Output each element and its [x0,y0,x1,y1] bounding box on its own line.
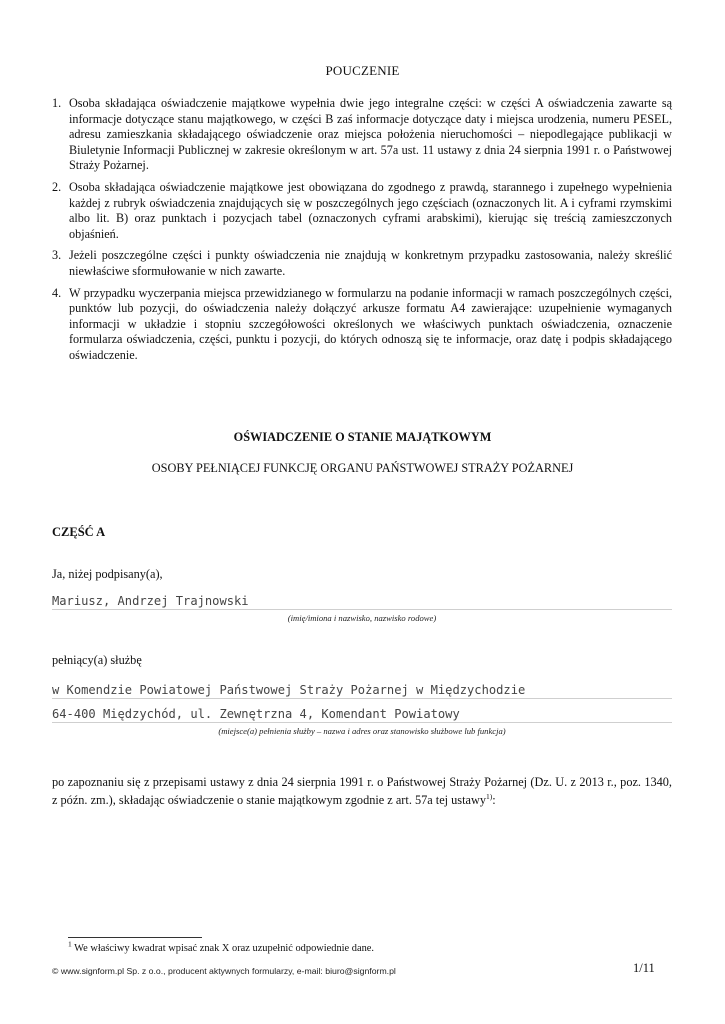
instruction-text: Osoba składająca oświadczenie majątkowe jest obowiązana do zgodnego z prawdą, starannego i zupełnego wypełnienia każdej z rubryk oświadczenia znajdujących się w poszczególnych jego częściach (oznaczonych lit. A i cyframi rzymskimi albo lit. B) oraz punktach i pozycjach tabel (oznaczonych cyframi arabskimi), kierując się treścią zamieszczonych objaśnień. [69,179,672,241]
instruction-text: Jeżeli poszczególne części i punkty oświadczenia nie znajdują w konkretnym przypadku zastosowania, należy skreślić niewłaściwe sformułowanie w nich zawarte. [69,248,672,278]
service-caption: (miejsce(a) pełnienia służby – nazwa i adres oraz stanowisko służbowe lub funkcja) [218,726,506,736]
service-label: pełniący(a) służbę [52,653,142,667]
instruction-text: Osoba składająca oświadczenie majątkowe wypełnia dwie jego integralne części: w części A oświadczenia zawarte są informacje dotyczące stanu majątkowego, w części B zaś informacje dotyczące daty i miejsca urodzenia, numeru PESEL, adresu zamieszkania składającego oświadczenie oraz miejsca położenia nieruchomości – niepodlegające publikacji w Biuletynie Informacji Publicznej w zakresie określonym w art. 57a ust. 11 ustawy z dnia 24 sierpnia 1991 r. o Państwowej Straży Pożarnej. [69,96,672,173]
footnote-divider [68,937,202,938]
instruction-item [52,248,672,279]
declaration-title: OŚWIADCZENIE O STANIE MAJĄTKOWYM [233,430,492,444]
page-number: 1/11 [633,961,655,975]
footer-copyright: © www.signform.pl Sp. z o.o., producent aktywnych formularzy, e-mail: biuro@signform.pl [52,966,396,976]
instruction-item [52,180,672,242]
instruction-number: 3. [52,248,62,263]
instruction-number: 4. [52,285,62,300]
instruction-number: 2. [52,179,62,194]
instruction-item [52,96,672,174]
declaration-subtitle: OSOBY PEŁNIĄCEJ FUNKCJĘ ORGANU PAŃSTWOWEJ STRAŻY POŻARNEJ [151,461,574,475]
instructions-list [52,96,672,370]
statement-colon: : [492,792,496,807]
footnote-text: We właściwy kwadrat wpisać znak X oraz uzupełnić odpowiednie dane. [74,943,374,954]
name-field[interactable]: Mariusz, Andrzej Trajnowski [52,594,672,610]
footnote-number: 1 [68,939,72,949]
service-place-field-line2[interactable]: 64-400 Międzychód, ul. Zewnętrzna 4, Komendant Powiatowy [52,707,672,723]
name-caption: (imię/imiona i nazwisko, nazwisko rodowe) [287,613,437,623]
page-title: POUCZENIE [325,63,400,78]
statement-paragraph [52,774,672,809]
instruction-item [52,286,672,364]
instruction-number: 1. [52,96,62,110]
statement-text: po zapoznaniu się z przepisami ustawy z dnia 24 sierpnia 1991 r. o Państwowej Straży Pożarnej (Dz. U. z 2013 r., poz. 1340, z późn. zm.), składając oświadczenie o stanie majątkowym zgodnie z art. 57a tej ustawy [52,775,672,807]
service-place-field-line1[interactable]: w Komendzie Powiatowej Państwowej Straży Pożarnej w Międzychodzie [52,683,672,699]
undersigned-label: Ja, niżej podpisany(a), [52,567,163,581]
instruction-text: W przypadku wyczerpania miejsca przewidzianego w formularzu na podanie informacji w ramach poszczególnych części, punktów lub pozycji, do oświadczenia należy dołączyć arkusze formatu A4 zawierające: uzupełnienie wymaganych informacji w układzie i stopniu szczegółowości określonych we właściwych punktach oświadczenia, oznaczenie formularza oświadczenia, części, punktu i pozycji, do których odnoszą się te informacje, oraz datę i podpis składającego oświadczenie. [69,285,672,362]
footnote-reference: 1) [486,791,493,801]
section-a-heading: CZĘŚĆ A [52,525,106,539]
footnote [68,939,374,954]
